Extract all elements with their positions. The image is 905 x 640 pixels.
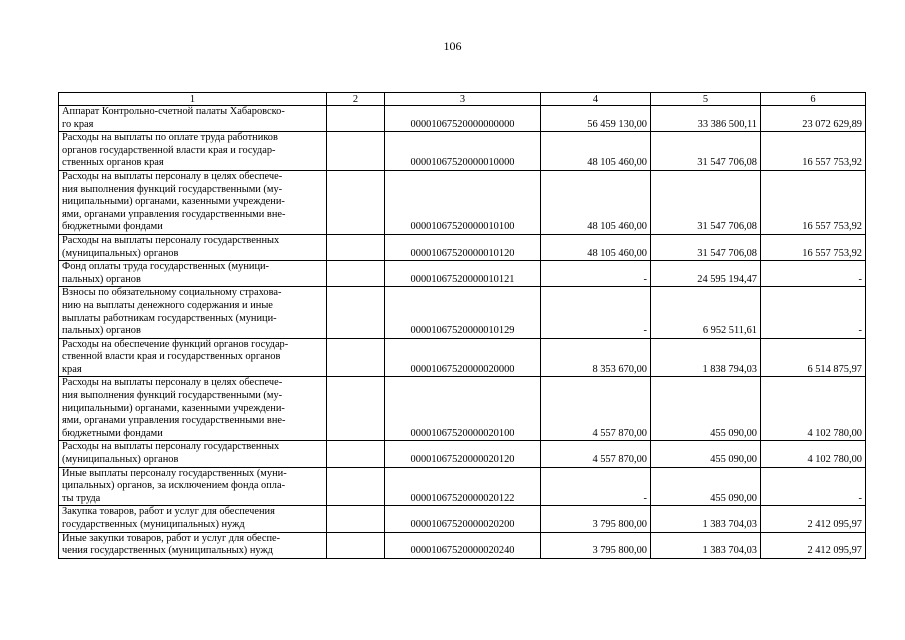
row-code-cell: 00001067520000020000 [385,338,541,377]
row-value6-cell: - [761,467,866,506]
row-name-cell: Расходы на выплаты персоналу государственных (муниципальных) органов [59,441,327,467]
row-code-cell: 00001067520000010120 [385,234,541,260]
row-name-cell: Иные выплаты персоналу государственных (муни- ципальных) органов, за исключением фонда опла- ты труда [59,467,327,506]
row-value6-cell: 16 557 753,92 [761,132,866,171]
row-code-cell: 00001067520000010129 [385,287,541,338]
row-code-cell: 00001067520000020100 [385,377,541,441]
row-value4-cell: 3 795 800,00 [541,506,651,532]
row-value5-cell: 455 090,00 [651,377,761,441]
row-value5-cell: 455 090,00 [651,467,761,506]
page-number: 106 [443,39,462,53]
row-value6-cell: 16 557 753,92 [761,170,866,234]
column-header: 5 [651,93,761,106]
row-value5-cell: 33 386 500,11 [651,106,761,132]
column-header: 3 [385,93,541,106]
row-value5-cell: 31 547 706,08 [651,234,761,260]
row-col2-cell [327,170,385,234]
row-col2-cell [327,467,385,506]
row-value6-cell: 23 072 629,89 [761,106,866,132]
column-header: 6 [761,93,866,106]
row-value4-cell: - [541,467,651,506]
table-row [59,467,866,506]
row-col2-cell [327,506,385,532]
row-col2-cell [327,132,385,171]
row-col2-cell [327,532,385,558]
row-code-cell: 00001067520000020240 [385,532,541,558]
row-col2-cell [327,377,385,441]
row-name-cell: Расходы на обеспечение функций органов государ- ственной власти края и государственных органов края [59,338,327,377]
row-col2-cell [327,287,385,338]
table-row [59,287,866,338]
row-value5-cell: 24 595 194,47 [651,261,761,287]
row-code-cell: 00001067520000010100 [385,170,541,234]
row-name-cell: Аппарат Контрольно-счетной палаты Хабаровско- го края [59,106,327,132]
column-header: 1 [59,93,327,106]
row-value4-cell: 48 105 460,00 [541,234,651,260]
row-code-cell: 00001067520000010121 [385,261,541,287]
row-value6-cell: - [761,261,866,287]
row-value4-cell: - [541,287,651,338]
row-value5-cell: 31 547 706,08 [651,132,761,171]
row-value6-cell: 6 514 875,97 [761,338,866,377]
row-value6-cell: 4 102 780,00 [761,441,866,467]
row-name-cell: Расходы на выплаты персоналу государственных (муниципальных) органов [59,234,327,260]
table-row [59,338,866,377]
row-value5-cell: 1 383 704,03 [651,506,761,532]
row-code-cell: 00001067520000020200 [385,506,541,532]
column-header: 4 [541,93,651,106]
table-row [59,441,866,467]
row-name-cell: Расходы на выплаты персоналу в целях обеспече- ния выполнения функций государственными (му- ниципальными) органами, казенными учреждени- ями, органами управления государственными вне- бюджетными фондами [59,170,327,234]
row-value5-cell: 1 838 794,03 [651,338,761,377]
budget-table [58,92,866,559]
row-col2-cell [327,234,385,260]
row-value4-cell: 3 795 800,00 [541,532,651,558]
table-row [59,132,866,171]
row-col2-cell [327,441,385,467]
row-value4-cell: - [541,261,651,287]
row-value6-cell: 2 412 095,97 [761,506,866,532]
table-row [59,532,866,558]
table-body [59,106,866,559]
row-value5-cell: 1 383 704,03 [651,532,761,558]
row-value4-cell: 48 105 460,00 [541,170,651,234]
table-row [59,506,866,532]
row-name-cell: Взносы по обязательному социальному страхова- нию на выплаты денежного содержания и иные выплаты работникам государственных (муници- пальных) органов [59,287,327,338]
row-value4-cell: 8 353 670,00 [541,338,651,377]
row-name-cell: Иные закупки товаров, работ и услуг для обеспе- чения государственных (муниципальных) нужд [59,532,327,558]
row-value5-cell: 31 547 706,08 [651,170,761,234]
row-col2-cell [327,106,385,132]
row-value6-cell: 4 102 780,00 [761,377,866,441]
row-code-cell: 00001067520000000000 [385,106,541,132]
row-value6-cell: 2 412 095,97 [761,532,866,558]
row-code-cell: 00001067520000010000 [385,132,541,171]
row-code-cell: 00001067520000020122 [385,467,541,506]
table-row [59,377,866,441]
table-row [59,106,866,132]
row-name-cell: Расходы на выплаты персоналу в целях обеспече- ния выполнения функций государственными (му- ниципальными) органами, казенными учреждени- ями, органами управления государственными вне- бюджетными фондами [59,377,327,441]
row-value6-cell: 16 557 753,92 [761,234,866,260]
table-header-row [59,93,866,106]
row-value4-cell: 56 459 130,00 [541,106,651,132]
row-value5-cell: 455 090,00 [651,441,761,467]
row-col2-cell [327,261,385,287]
row-col2-cell [327,338,385,377]
row-code-cell: 00001067520000020120 [385,441,541,467]
row-value4-cell: 48 105 460,00 [541,132,651,171]
row-value5-cell: 6 952 511,61 [651,287,761,338]
row-name-cell: Закупка товаров, работ и услуг для обеспечения государственных (муниципальных) нужд [59,506,327,532]
column-header: 2 [327,93,385,106]
row-value4-cell: 4 557 870,00 [541,441,651,467]
row-value6-cell: - [761,287,866,338]
row-name-cell: Фонд оплаты труда государственных (муници- пальных) органов [59,261,327,287]
row-value4-cell: 4 557 870,00 [541,377,651,441]
table-row [59,170,866,234]
row-name-cell: Расходы на выплаты по оплате труда работников органов государственной власти края и государ- ственных органов края [59,132,327,171]
table-row [59,234,866,260]
table-row [59,261,866,287]
